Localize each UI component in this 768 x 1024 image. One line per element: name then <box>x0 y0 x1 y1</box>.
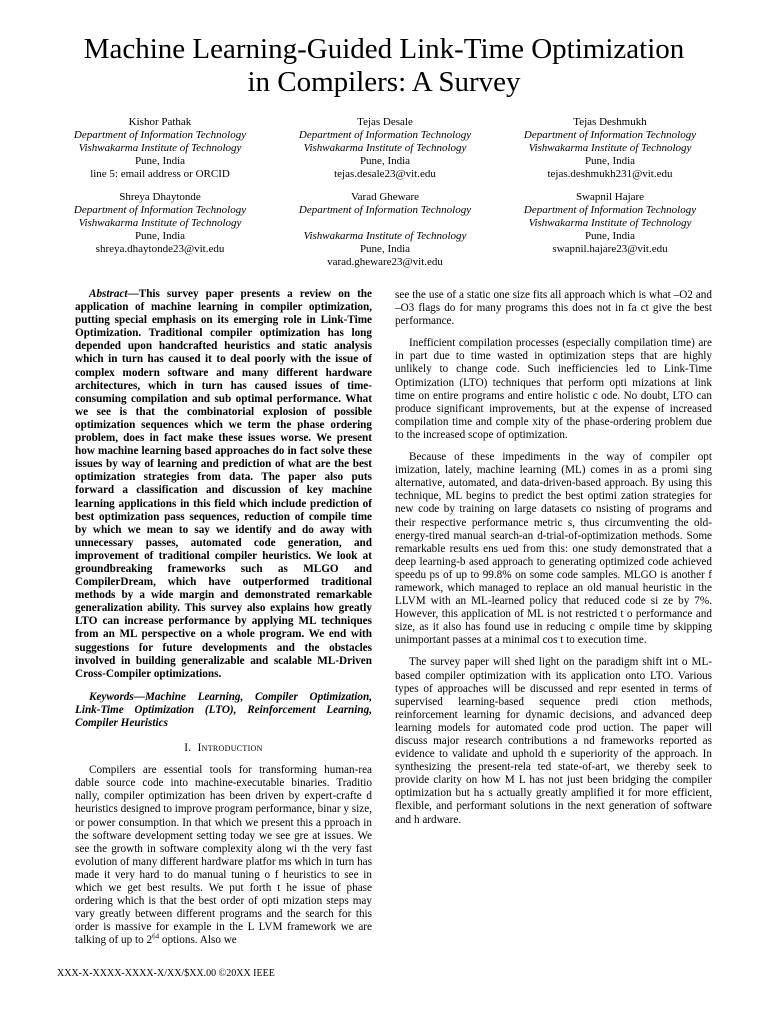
author-name: Kishor Pathak <box>128 116 192 128</box>
author-email: line 5: email address or ORCID <box>90 168 230 180</box>
author-name: Swapnil Hajare <box>575 191 645 203</box>
author-card <box>275 116 495 181</box>
abstract-lead: Abstract <box>89 288 128 300</box>
author-institute: Vishwakarma Institute of Technology <box>78 142 242 154</box>
author-institute: Vishwakarma Institute of Technology <box>78 217 242 229</box>
author-city: Pune, India <box>359 155 411 167</box>
intro-text-a: Compilers are essential tools for transforming human-rea dable source code into machine-executable binaries. Traditio nally, compiler optimization has been driven by expert-crafte d heuristics designed to improve program performance, binar y size, or power consumption. In that which we present this a pproach in the software development setting today we see gre at issues. We see the growth in software complexity along wi th the very fast evolution of many different hardware platfor ms which in turn has made it very hard to do manual tuning o f heuristics to see in which we get best results. We put forth t he issue of phase ordering which is that the best order of opti mization steps may vary greatly between different programs and the search for this order is massive for example in the L LVM framework we are talking of up to 2 <box>75 764 372 947</box>
keywords: Keywords—Machine Learning, Compiler Optimization, Link-Time Optimization (LTO), Reinforcement Learning, Compiler Heuristics <box>75 690 372 729</box>
abstract <box>75 288 372 681</box>
body-paragraph: Inefficient compilation processes (especially compilation time) are in part due to time wasted in optimization steps that are highly unlikely to change code. Such inefficiencies led to Link-Time Optimization (LTO) techniques that perform opti mizations at link time on entire programs and entire holistic c ode. No doubt, LTO can produce significant improvements, but at the expense of increased compilation time and comple xity of the phase-ordering problem due to the increased scope of optimization. <box>395 337 712 441</box>
author-email: varad.gheware23@vit.edu <box>327 256 443 268</box>
author-institute: Vishwakarma Institute of Technology <box>303 142 467 154</box>
author-email: tejas.deshmukh231@vit.edu <box>547 168 673 180</box>
title-line-2: in Compilers: A Survey <box>247 66 521 98</box>
paper-title <box>40 33 728 99</box>
copyright-footer: XXX-X-XXXX-XXXX-X/XX/$XX.00 ©20XX IEEE <box>57 968 275 979</box>
abstract-text: —This survey paper presents a review on the application of machine learning in compiler optimization, putting special emphasis on its emerging role in Link-Time Optimization. Traditional compiler optimization has long depended upon handcrafted heuristics and static analysis which in turn has caused it to deal poorly with the issue of complex modern software and many different hardware architectures, which in turn has caused issues of time-consuming compilation and sub optimal performance. What we see is that the combinatorial explosion of possible optimization sequences which we term the phase ordering problem, does in fact make these issues worse. We present how machine learning based approaches do in fact solve these issues by way of learning and prediction of what are the best optimization strategies from data. The paper also puts forward a classification and discussion of key machine learning applications in this field which include prediction of best optimization pass sequences, reduction of compile time by which we mean to say we identify and do away with unnecessary passes, automated code generation, and improvement of traditional compiler heuristics. We look at groundbreaking frameworks such as MLGO and CompilerDream, which have outperformed traditional methods by a wide margin and demonstrated remarkable generalization ability. This survey also explains how greatly LTO can increase performance by applying ML techniques from an ML perspective on a whole program. We end with suggestions for future developments and the obstacles involved in building generalizable and scalable ML-Driven Cross-Compiler optimizations. <box>75 288 372 680</box>
author-city: Pune, India <box>134 155 186 167</box>
author-city: Pune, India <box>584 230 636 242</box>
body-paragraph: Because of these impediments in the way of compiler opt imization, lately, machine learning (ML) comes in as a promi sing alternative, automated, and data-driven-based approach. By using this technique, ML begins to predict the best optimi zation strategies for new code by training on large datasets co nsisting of programs and their respective performance metric s, thus circumventing the old-energy-tired manual search-an d-trial-of-optimization methods. Some remarkable results ens ued from this: one study demonstrated that a deep learning-b ased approach to generating optimized code achieved speedu ps of up to 99.8% on some code samples. MLGO is another f ramework, which managed to replace an old manual heuristic in the LLVM with an ML-learned policy that reduced code si ze by 7%. However, this application of ML is not restricted t o performance and size, as it also has found use in reducing c ompile time by skipping unimportant passes at a minimal cos t to execution time. <box>395 451 712 647</box>
author-city: Pune, India <box>134 230 186 242</box>
body-paragraph: The survey paper will shed light on the paradigm shift int o ML-based compiler optimization with its application onto LTO. Various types of approaches will be discussed and repr esented in terms of supervised learning-based sequence predi ction methods, reinforcement learning for dynamic decisions, and advanced deep learning models for automated code prod uction. The paper will discuss major research contributions a nd frameworks reported as evidence to validate and uphold th e superiority of the approach. In synthesizing the present-rela ted state-of-art, we thereby seek to provide clarity on how M L has not just been bridging the compiler optimization but ha s actually greatly amplified it for more efficient, flexible, and performant solutions in the next generation of software and h ardware. <box>395 656 712 826</box>
author-row-1 <box>50 116 720 181</box>
author-card <box>275 191 495 269</box>
title-line-1: Machine Learning-Guided Link-Time Optimization <box>83 33 685 65</box>
author-name: Varad Gheware <box>350 191 420 203</box>
author-email: tejas.desale23@vit.edu <box>334 168 436 180</box>
section-heading <box>75 742 372 755</box>
author-card <box>50 191 270 269</box>
author-institute: Vishwakarma Institute of Technology <box>528 142 692 154</box>
intro-text-b: options. Also we <box>159 934 237 947</box>
author-card <box>500 191 720 269</box>
author-email: swapnil.hajare23@vit.edu <box>552 243 668 255</box>
author-institute: Vishwakarma Institute of Technology <box>528 217 692 229</box>
author-department: Department of Information Technology <box>523 204 697 216</box>
author-department: Department of Information Technology <box>298 204 472 216</box>
author-department: Department of Information Technology <box>73 204 247 216</box>
author-email: shreya.dhaytonde23@vit.edu <box>95 243 225 255</box>
author-card <box>50 116 270 181</box>
author-block <box>50 116 720 279</box>
author-department: Department of Information Technology <box>298 129 472 141</box>
right-column <box>395 289 712 836</box>
author-blank-line <box>275 217 495 230</box>
left-column <box>75 288 372 957</box>
author-name: Tejas Deshmukh <box>573 116 647 128</box>
author-name: Shreya Dhaytonde <box>119 191 201 203</box>
body-paragraph: see the use of a static one size fits all approach which is what –O2 and –O3 flags do for many programs this does not in fa ct give the best performance. <box>395 289 712 328</box>
author-city: Pune, India <box>359 243 411 255</box>
intro-paragraph <box>75 764 372 947</box>
author-card <box>500 116 720 181</box>
author-row-2 <box>50 191 720 269</box>
author-department: Department of Information Technology <box>73 129 247 141</box>
section-title: Introduction <box>197 742 263 755</box>
author-institute: Vishwakarma Institute of Technology <box>303 230 467 242</box>
author-name: Tejas Desale <box>357 116 413 128</box>
author-department: Department of Information Technology <box>523 129 697 141</box>
exponent: 64 <box>152 932 160 941</box>
section-number: I. <box>184 742 192 755</box>
author-city: Pune, India <box>584 155 636 167</box>
